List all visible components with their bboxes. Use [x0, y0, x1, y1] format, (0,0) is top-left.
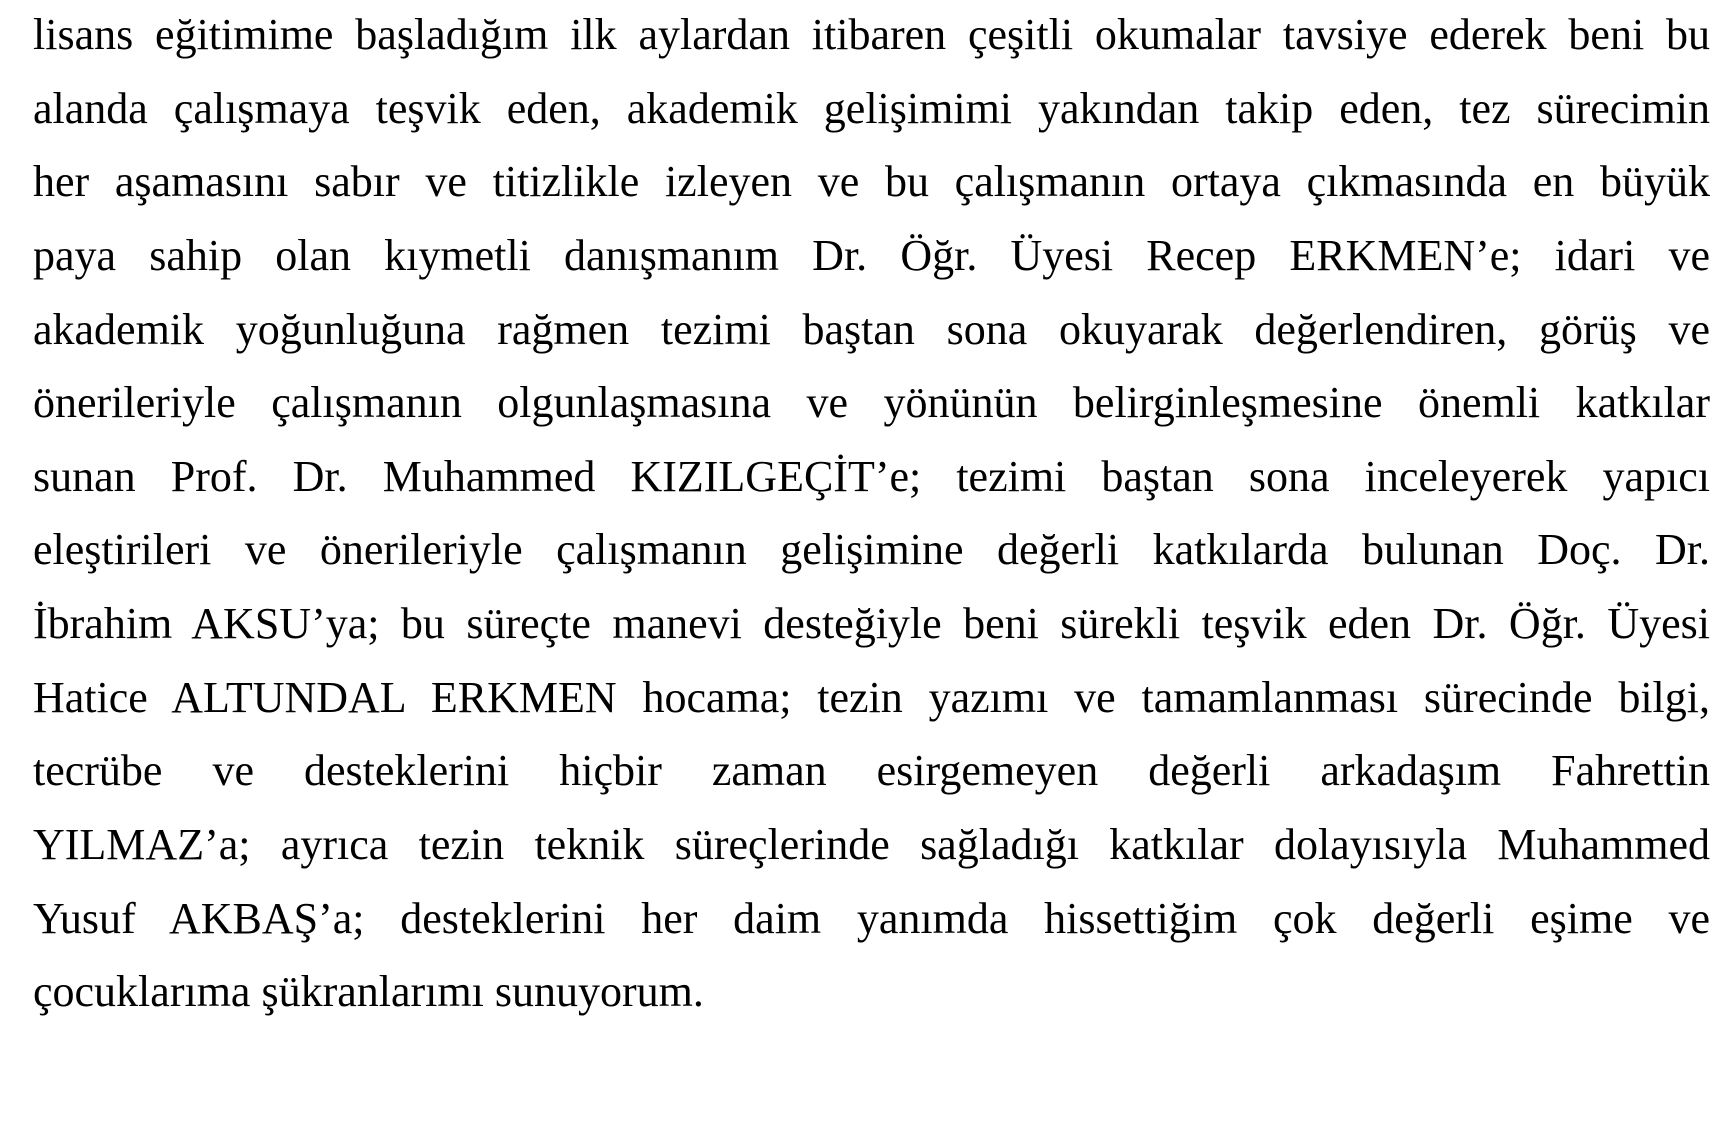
paragraph-line-7: sunan Prof. Dr. Muhammed KIZILGEÇİT’e; tezimi baştan sona inceleyerek yapıcı	[33, 452, 1710, 501]
paragraph-line-3: her aşamasını sabır ve titizlikle izleyen ve bu çalışmanın ortaya çıkmasında en büyük	[33, 157, 1710, 206]
paragraph-line-11: tecrübe ve desteklerini hiçbir zaman esirgemeyen değerli arkadaşım Fahrettin	[33, 746, 1710, 795]
paragraph-line-12: YILMAZ’a; ayrıca tezin teknik süreçlerinde sağladığı katkılar dolayısıyla Muhammed	[33, 820, 1710, 869]
paragraph-line-8: eleştirileri ve önerileriyle çalışmanın gelişimine değerli katkılarda bulunan Doç. Dr.	[33, 525, 1710, 574]
paragraph-line-10: Hatice ALTUNDAL ERKMEN hocama; tezin yazımı ve tamamlanması sürecinde bilgi,	[33, 673, 1710, 722]
paragraph-line-1: lisans eğitimime başladığım ilk aylardan itibaren çeşitli okumalar tavsiye ederek beni bu	[33, 10, 1710, 59]
paragraph-line-5: akademik yoğunluğuna rağmen tezimi baştan sona okuyarak değerlendiren, görüş ve	[33, 305, 1710, 354]
paragraph-line-6: önerileriyle çalışmanın olgunlaşmasına ve yönünün belirginleşmesine önemli katkılar	[33, 378, 1710, 427]
paragraph-line-9: İbrahim AKSU’ya; bu süreçte manevi desteğiyle beni sürekli teşvik eden Dr. Öğr. Üyesi	[33, 599, 1710, 648]
paragraph-line-4: paya sahip olan kıymetli danışmanım Dr. Öğr. Üyesi Recep ERKMEN’e; idari ve	[33, 231, 1710, 280]
paragraph-line-14: çocuklarıma şükranlarımı sunuyorum.	[33, 967, 704, 1016]
paragraph-line-13: Yusuf AKBAŞ’a; desteklerini her daim yanımda hissettiğim çok değerli eşime ve	[33, 894, 1710, 943]
acknowledgement-paragraph	[33, 0, 1710, 1134]
paragraph-line-2: alanda çalışmaya teşvik eden, akademik gelişimimi yakından takip eden, tez sürecimin	[33, 84, 1710, 133]
